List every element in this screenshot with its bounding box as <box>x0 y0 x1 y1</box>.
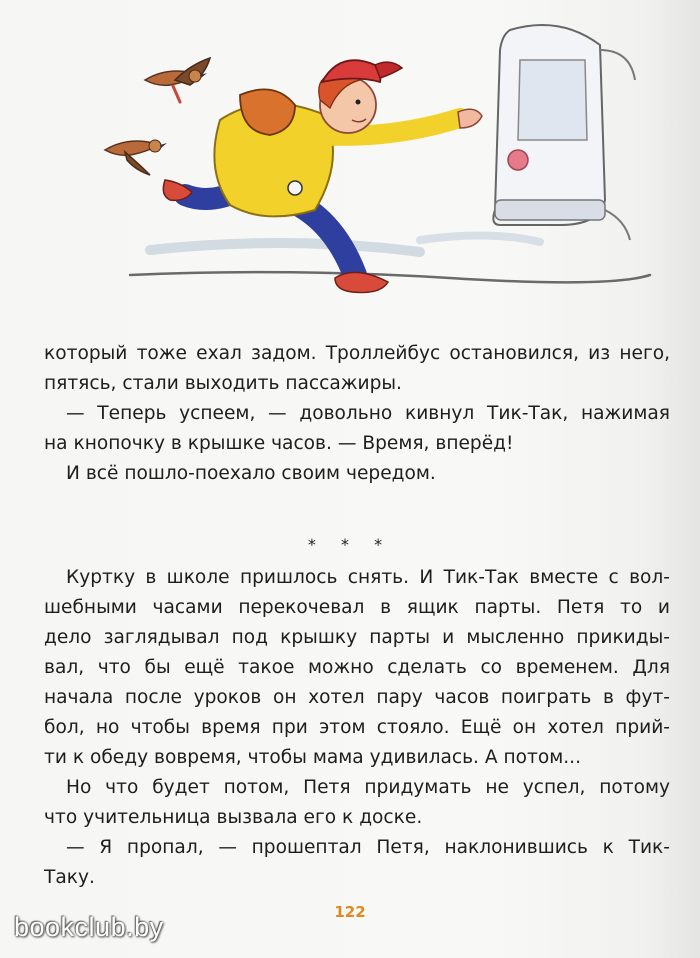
paragraph <box>44 773 670 833</box>
paragraph <box>44 563 670 773</box>
boy-running-with-clock-icon <box>163 60 482 292</box>
text-line: Но что будет потом, Петя придумать не успел, потому <box>66 777 670 798</box>
text-line: пятясь, стали выходить пассажиры. <box>44 373 402 394</box>
watermark: bookclub.by <box>14 912 164 942</box>
page-number: 122 <box>334 903 366 921</box>
text-line: И всё пошло-поехало своим чередом. <box>66 463 436 484</box>
text-line: — Я пропал, — прошептал Петя, наклонившись к Тик- <box>66 837 670 858</box>
paragraph <box>44 339 670 399</box>
text-line: на кнопочку в крышке часов. — Время, вперёд! <box>44 433 514 454</box>
text-block-bottom <box>44 563 670 893</box>
text-line: дело заглядывал под крышку парты и мысленно прикиды- <box>44 627 670 648</box>
illustration-boy-running <box>90 20 660 310</box>
text-line: вал, что бы ещё такое можно сделать со временем. Для <box>44 657 670 678</box>
sparrow-icon <box>145 58 210 102</box>
paragraph <box>44 459 670 489</box>
paragraph <box>44 833 670 893</box>
paragraph <box>44 399 670 459</box>
text-line: ти к обеду вовремя, чтобы мама удивилась. А потом... <box>44 747 581 768</box>
text-line: — Теперь успеем, — довольно кивнул Тик-Так, нажимая <box>66 403 670 424</box>
sparrow-icon <box>105 140 167 175</box>
text-line: начала после уроков он хотел пару часов поиграть в фут- <box>44 687 670 708</box>
text-block-top <box>44 339 670 489</box>
text-line: бол, но чтобы время при этом стояло. Ещё он хотел прий- <box>44 717 670 738</box>
text-line: что учительница вызвала его к доске. <box>44 807 423 828</box>
text-line: Таку. <box>44 867 95 888</box>
text-line: который тоже ехал задом. Троллейбус остановился, из него, <box>44 343 670 364</box>
section-separator: * * * <box>307 535 393 554</box>
text-line: Куртку в школе пришлось снять. И Тик-Так вместе с вол- <box>66 567 670 588</box>
trolleybus-icon <box>493 25 635 240</box>
text-line: шебными часами перекочевал в ящик парты. Петя то и <box>44 597 670 618</box>
